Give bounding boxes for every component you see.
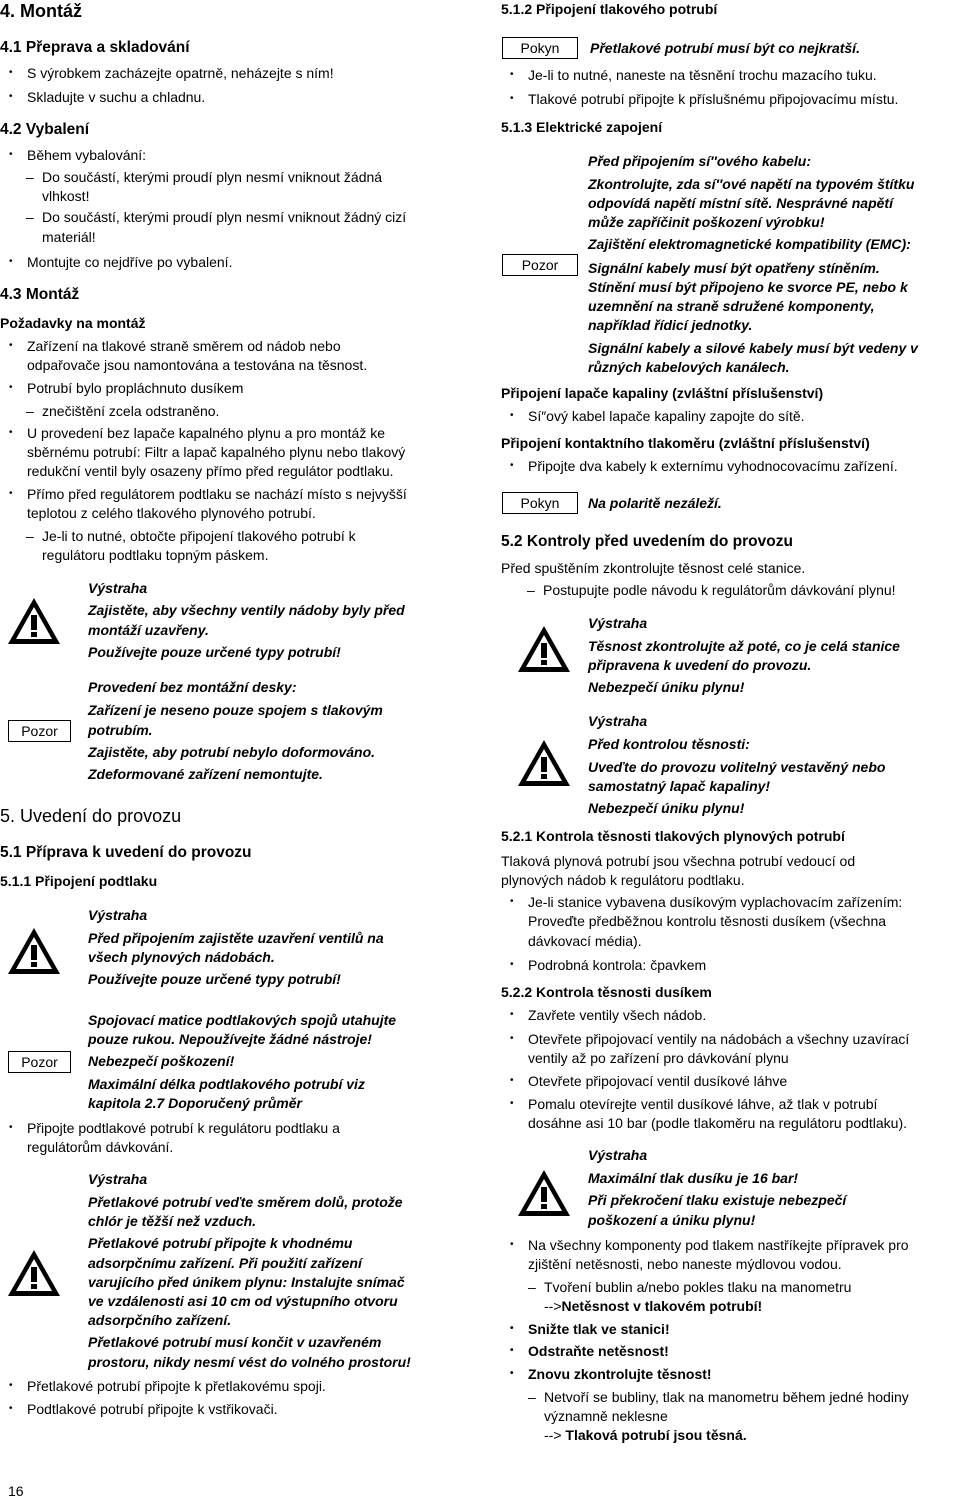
caution-text: Zajistěte, aby potrubí nebylo doformováno. [88, 744, 376, 760]
caution-text: Stínění musí být připojeno ke svorce PE, nebo k [588, 279, 908, 295]
bullet-item: • Připojte dva kabely k externímu vyhodnocovacímu zařízení. [528, 459, 898, 473]
dash-item: – Netvoří se bubliny, tlak na manometru během jedné hodiny [544, 1390, 909, 1404]
caution-text: Zajištění elektromagnetické kompatibility (EMC): [588, 236, 911, 252]
caution-text: Maximální délka podtlakového potrubí viz [88, 1076, 365, 1092]
bullet-item: • Podtlakové potrubí připojte k vstřikovači. [27, 1402, 278, 1416]
warning-text: prostoru, nikdy nesmí vést do volného prostoru! [88, 1354, 411, 1370]
paragraph: Tlaková plynová potrubí jsou všechna potrubí vedoucí od [501, 853, 856, 869]
warning-triangle-icon [516, 624, 572, 674]
caution-text: kapitola 2.7 Doporučený průměr [88, 1095, 302, 1111]
note-label-box: Pokyn [502, 37, 578, 59]
bullet-item: • Zařízení na tlakové straně směrem od nádob nebo [27, 339, 341, 353]
heading-5-1-1: 5.1.1 Připojení podtlaku [0, 873, 158, 889]
heading-5-2-2: 5.2.2 Kontrola těsnosti dusíkem [501, 984, 712, 1000]
warning-text: Přetlakové potrubí připojte k vhodnému [88, 1235, 353, 1251]
bullet-item: • Odstraňte netěsnost! [528, 1344, 669, 1358]
dash-item: – Postupujte podle návodu k regulátorům dávkování plynu! [543, 583, 896, 597]
warning-title: Výstraha [588, 615, 648, 631]
warning-text: Uveďte do provozu volitelný vestavěný nebo [588, 759, 886, 775]
warning-title: Výstraha [588, 713, 648, 729]
caution-label-box: Pozor [8, 720, 71, 742]
caution-text: Zařízení je neseno pouze spojem s tlakovým [88, 702, 383, 718]
warning-text: Nebezpečí úniku plynu! [588, 800, 745, 816]
heading-5-2: 5.2 Kontroly před uvedením do provozu [501, 533, 793, 550]
bullet-item: • Připojte podtlakové potrubí k regulátoru podtlaku a [27, 1121, 340, 1135]
caution-text: Nebezpečí poškození! [88, 1053, 235, 1069]
warning-text: Maximální tlak dusíku je 16 bar! [588, 1170, 799, 1186]
bullet-item-cont: Proveďte předběžnou kontrolu těsnosti dusíkem (všechna [528, 913, 887, 929]
caution-text: Spojovací matice podtlakových spojů utahujte [88, 1012, 397, 1028]
bullet-item: • Během vybalování: [27, 148, 146, 162]
heading-5-1-2: 5.1.2 Připojení tlakového potrubí [501, 1, 718, 17]
warning-text: Používejte pouze určené typy potrubí! [88, 971, 341, 987]
bullet-item: • Zavřete ventily všech nádob. [528, 1008, 706, 1022]
caution-text: potrubím. [88, 722, 153, 738]
page-number: 16 [8, 1483, 24, 1499]
warning-text: připravena k uvedení do provozu. [588, 657, 812, 673]
dash-item-cont: regulátoru podtlaku topným páskem. [42, 547, 269, 563]
bullet-item: • Přetlakové potrubí připojte k přetlakovému spoji. [27, 1379, 326, 1393]
bullet-item-cont: dávkovací média). [528, 933, 642, 949]
dash-item-cont: vlhkost! [42, 188, 90, 204]
bullet-item: • Montujte co nejdříve po vybalení. [27, 255, 232, 269]
caution-label-box: Pozor [8, 1051, 71, 1073]
dash-item-cont: materiál! [42, 229, 96, 245]
subheading-trap: Připojení lapače kapaliny (zvláštní příslušenství) [501, 385, 824, 401]
warning-text: chlór je těžší než vzduch. [88, 1213, 257, 1229]
subheading-contact: Připojení kontaktního tlakoměru (zvláštní příslušenství) [501, 435, 870, 451]
bullet-item-cont: dosáhne asi 10 bar (podle tlakoměru na regulátoru podtlaku). [528, 1115, 908, 1131]
warning-text: adsorpčnímu zařízení. Při použití zařízení [88, 1255, 362, 1271]
bullet-item-cont: odpařovače jsou namontována a testována na těsnost. [27, 357, 368, 373]
caution-text: pouze rukou. Nepoužívejte žádné nástroje! [88, 1031, 372, 1047]
dash-item: – znečištění zcela odstraněno. [42, 404, 219, 418]
note-label-box: Pokyn [502, 492, 578, 514]
bullet-item-cont: teplotou z celého tlakového plynového potrubí. [27, 505, 316, 521]
caution-text: může zapříčinit poškození výrobku! [588, 214, 825, 230]
warning-text: Těsnost zkontrolujte až poté, co je celá stanice [588, 638, 900, 654]
warning-text: varujícího před únikem plynu: Instalujte snímač [88, 1274, 405, 1290]
bullet-item: • Je-li to nutné, naneste na těsnění trochu mazacího tuku. [528, 68, 877, 82]
paragraph: Před spuštěním zkontrolujte těsnost celé stanice. [501, 560, 806, 576]
heading-4-1: 4.1 Přeprava a skladování [0, 39, 190, 56]
warning-text: Používejte pouze určené typy potrubí! [88, 644, 341, 660]
bullet-item: • Tlakové potrubí připojte k příslušnému připojovacímu místu. [528, 92, 898, 106]
warning-text: montáží uzavřeny. [88, 622, 209, 638]
caution-text: Zkontrolujte, zda sí″ové napětí na typovém štítku [588, 176, 915, 192]
bullet-item: • Skladujte v suchu a chladnu. [27, 90, 205, 104]
caution-text: odpovídá napětí místní sítě. Nesprávné napětí [588, 195, 893, 211]
caution-text: Signální kabely musí být opatřeny stíněním. [588, 260, 880, 276]
dash-item-cont: -->Netěsnost v tlakovém potrubí! [544, 1298, 763, 1314]
warning-text: všech plynových nádobách. [88, 949, 275, 965]
caution-text: například řídicí jednotky. [588, 317, 753, 333]
warning-text: Před kontrolou těsnosti: [588, 736, 750, 752]
warning-triangle-icon [6, 1248, 62, 1298]
bullet-item: • Otevřete připojovací ventily na nádobách a všechny uzavírací [528, 1032, 909, 1046]
warning-text: Přetlakové potrubí veďte směrem dolů, protože [88, 1194, 403, 1210]
bullet-item: • U provedení bez lapače kapalného plynu a pro montáž ke [27, 426, 385, 440]
caution-text: Signální kabely a silové kabely musí být vedeny v [588, 340, 918, 356]
bullet-item-cont: zjištění netěsnosti, nebo naneste mýdlovou vodou. [528, 1256, 842, 1272]
bullet-item: • Znovu zkontrolujte těsnost! [528, 1367, 712, 1381]
bullet-item: • Otevřete připojovací ventil dusíkové láhve [528, 1074, 787, 1088]
heading-5: 5. Uvedení do provozu [0, 806, 182, 826]
warning-text: samostatný lapač kapaliny! [588, 778, 771, 794]
warning-title: Výstraha [88, 1171, 148, 1187]
warning-text: Zajistěte, aby všechny ventily nádoby byly před [88, 602, 405, 618]
bullet-item: • S výrobkem zacházejte opatrně, neházejte s ním! [27, 66, 334, 80]
bullet-item-cont: sběrnému potrubí: Filtr a lapač kapalného plynu nebo tlakový [27, 444, 406, 460]
warning-text: adsorpčního zařízení. [88, 1312, 232, 1328]
warning-text: Přetlakové potrubí musí končit v uzavřeném [88, 1334, 382, 1350]
warning-text: poškození a úniku plynu! [588, 1212, 756, 1228]
bullet-item: • Přímo před regulátorem podtlaku se nachází místo s nejvyšší [27, 487, 407, 501]
heading-4-3: 4.3 Montáž [0, 286, 80, 303]
note-text: Na polaritě nezáleží. [588, 495, 722, 511]
warning-text: Před připojením zajistěte uzavření ventilů na [88, 930, 384, 946]
warning-text: Nebezpečí úniku plynu! [588, 679, 745, 695]
caution-text: různých kabelových kanálech. [588, 359, 790, 375]
bullet-item: • Na všechny komponenty pod tlakem nastříkejte přípravek pro [528, 1238, 909, 1252]
warning-triangle-icon [6, 596, 62, 646]
heading-5-1-3: 5.1.3 Elektrické zapojení [501, 119, 663, 135]
heading-4-2: 4.2 Vybalení [0, 121, 90, 138]
bullet-item: • Podrobná kontrola: čpavkem [528, 958, 706, 972]
caution-label-box: Pozor [502, 254, 578, 276]
bullet-item: • Je-li stanice vybavena dusíkovým vyplachovacím zařízením: [528, 895, 902, 909]
warning-triangle-icon [516, 1168, 572, 1218]
caution-text: Provedení bez montážní desky: [88, 679, 297, 695]
heading-5-2-1: 5.2.1 Kontrola těsnosti tlakových plynových potrubí [501, 828, 845, 844]
warning-triangle-icon [516, 738, 572, 788]
note-text: Přetlakové potrubí musí být co nejkratší. [590, 40, 860, 56]
bullet-item: • Potrubí bylo propláchnuto dusíkem [27, 381, 243, 395]
dash-item-cont: významně neklesne [544, 1408, 668, 1424]
bullet-item: • Pomalu otevírejte ventil dusíkové láhve, až tlak v potrubí [528, 1097, 877, 1111]
heading-4: 4. Montáž [0, 1, 83, 21]
warning-title: Výstraha [88, 580, 148, 596]
warning-text: ve vzdálenosti asi 10 cm od výstupního otvoru [88, 1293, 398, 1309]
heading-5-1: 5.1 Příprava k uvedení do provozu [0, 844, 252, 861]
caution-text: Zdeformované zařízení nemontujte. [88, 766, 323, 782]
bullet-item-cont: ventily až po zařízení pro dávkování plynu [528, 1050, 789, 1066]
warning-title: Výstraha [588, 1147, 648, 1163]
caution-text: Před připojením sí″ového kabelu: [588, 153, 811, 169]
warning-triangle-icon [6, 926, 62, 976]
dash-item: – Tvoření bublin a/nebo pokles tlaku na manometru [544, 1280, 851, 1294]
caution-text: uzemnění na straně sdružené komponenty, [588, 298, 875, 314]
bullet-item: • Snižte tlak ve stanici! [528, 1322, 670, 1336]
dash-item-cont: --> Tlaková potrubí jsou těsná. [544, 1427, 747, 1443]
dash-item: – Do součástí, kterými proudí plyn nesmí vniknout žádný cizí [42, 210, 406, 224]
warning-text: Při překročení tlaku existuje nebezpečí [588, 1192, 847, 1208]
warning-title: Výstraha [88, 907, 148, 923]
paragraph: plynových nádob k regulátoru podtlaku. [501, 872, 745, 888]
dash-item: – Je-li to nutné, obtočte připojení tlakového potrubí k [42, 529, 356, 543]
bullet-item: • Sí″ový kabel lapače kapaliny zapojte do sítě. [528, 409, 805, 423]
bullet-item-cont: redukční ventil byly osazeny přímo před regulátor podtlaku. [27, 463, 394, 479]
dash-item: – Do součástí, kterými proudí plyn nesmí vniknout žádná [42, 170, 382, 184]
subheading-requirements: Požadavky na montáž [0, 315, 146, 331]
bullet-item-cont: regulátorům dávkování. [27, 1139, 174, 1155]
